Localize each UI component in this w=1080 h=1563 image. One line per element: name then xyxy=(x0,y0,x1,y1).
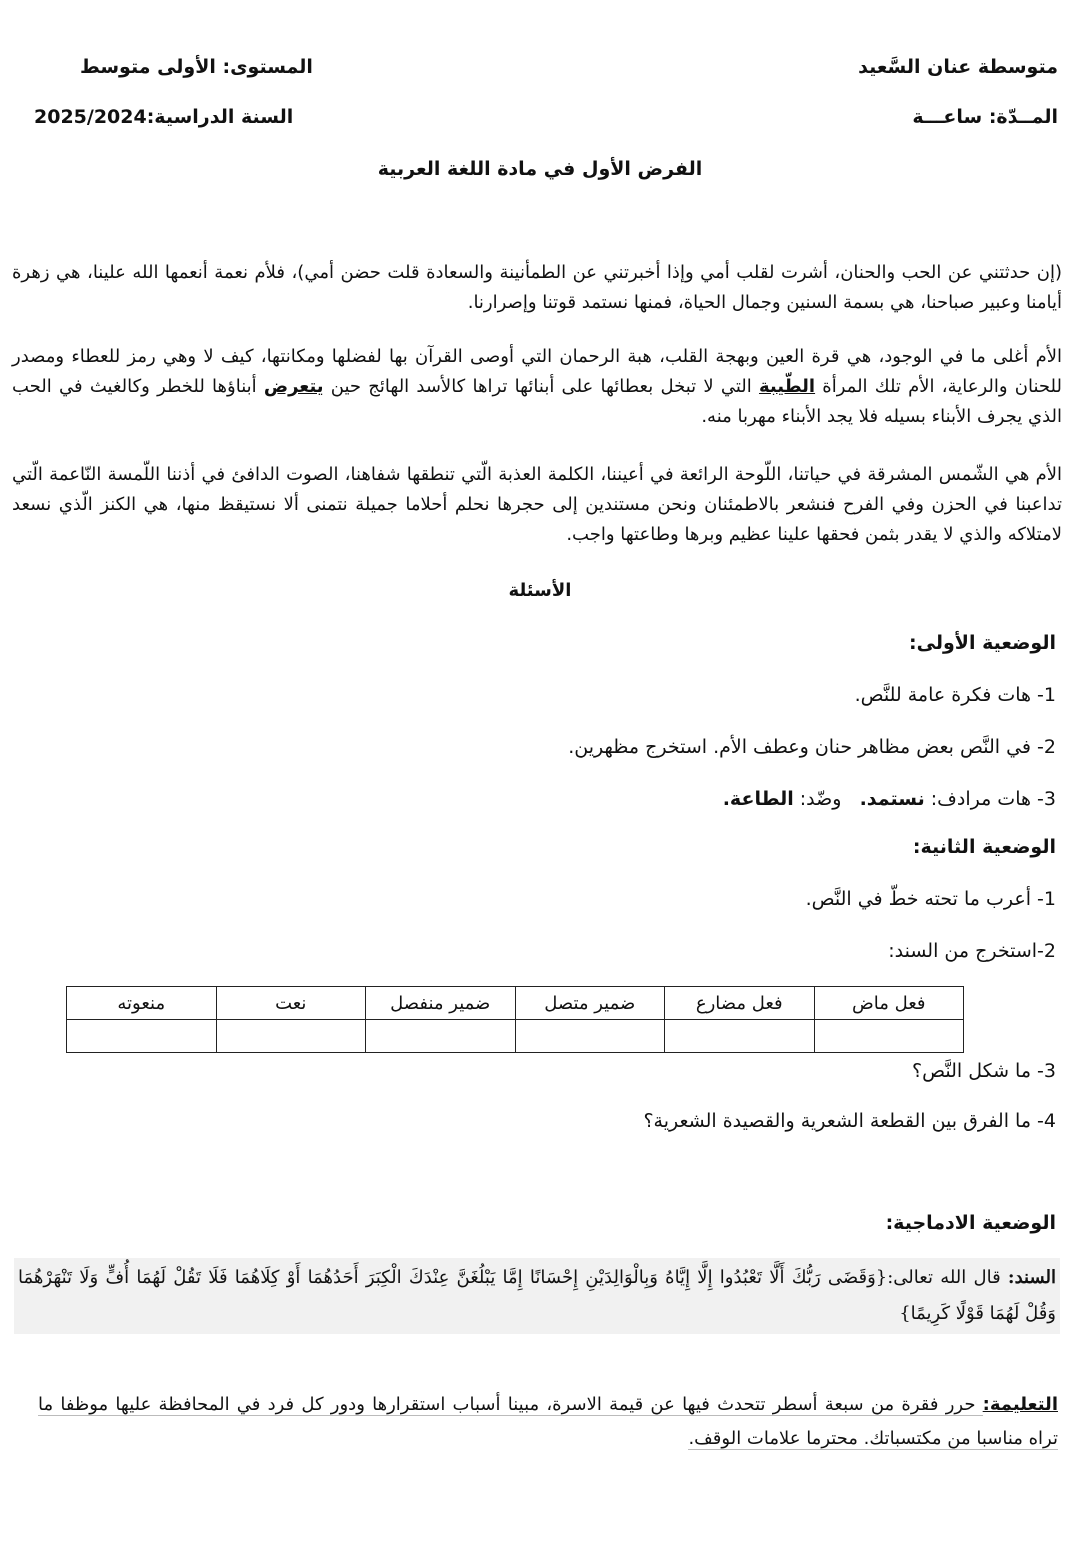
q3-prefix: 3- هات مرادف: xyxy=(924,788,1056,810)
section-1-question-1: 1- هات فكرة عامة للنَّص. xyxy=(854,684,1056,706)
instruction-label: التعليمة: xyxy=(982,1394,1058,1415)
table-answer-row xyxy=(67,1020,964,1053)
q3-middle: وضّد: xyxy=(793,788,860,810)
section-1-question-3 xyxy=(723,788,1056,810)
table-header-cell: منعوته xyxy=(67,987,217,1020)
section-2-question-2: 2-استخرج من السند: xyxy=(888,940,1056,962)
table-header-cell: فعل مضارع xyxy=(665,987,815,1020)
sanad-verse: قال الله تعالى:{وَقَضَى رَبُّكَ أَلَّا تَعْبُدُوا إِلَّا إِيَّاهُ وَبِالْوَالِدَيْنِ إِحْسَانًا إِمَّا يَبْلُغَنَّ عِنْدَكَ الْكِبَرَ أَحَدُهُمَا أَوْ كِلَاهُمَا فَلَا تَقُلْ لَهُمَا أُفٍّ وَلَا تَنْهَرْهُمَا وَقُلْ لَهُمَا قَوْلًا كَرِيمًا} xyxy=(18,1267,1056,1324)
table-answer-cell xyxy=(665,1020,815,1053)
table-answer-cell xyxy=(67,1020,217,1053)
school-name: متوسطة عنان السَّعيد xyxy=(858,56,1058,78)
text-paragraph-2 xyxy=(12,342,1062,432)
section-1-question-2: 2- في النَّص بعض مظاهر حنان وعطف الأم. استخرج مظهرين. xyxy=(568,736,1056,758)
q3-word-synonym: نستمد. xyxy=(859,788,925,810)
sanad-label: السند: xyxy=(1007,1267,1056,1288)
instruction-block xyxy=(38,1388,1058,1456)
table-header-cell: فعل ماض xyxy=(814,987,964,1020)
section-3-title: الوضعية الادماجية: xyxy=(885,1212,1056,1234)
table-answer-cell xyxy=(814,1020,964,1053)
level-label: المستوى: الأولى متوسط xyxy=(80,56,313,78)
extraction-table xyxy=(66,986,964,1053)
school-year: السنة الدراسية:2025/2024 xyxy=(34,106,294,128)
text-paragraph-1: (إن حدثتني عن الحب والحنان، أشرت لقلب أمي وإذا أخبرتني عن الطمأنينة والسعادة قلت حضن أمي)، فلأم نعمة أنعمها الله علينا، هي زهرة أيامنا وعبير صباحنا، هي بسمة السنين وجمال الحياة، فمنها نستمد قوتنا وإصرارنا. xyxy=(12,262,1062,313)
table-answer-cell xyxy=(515,1020,665,1053)
section-2-title: الوضعية الثانية: xyxy=(912,836,1056,858)
section-2-question-1: 1- أعرب ما تحته خطّ في النَّص. xyxy=(805,888,1056,910)
section-2-question-3: 3- ما شكل النَّص؟ xyxy=(912,1060,1056,1082)
table-header-cell: نعت xyxy=(216,987,366,1020)
sanad-quote-box xyxy=(14,1258,1060,1334)
text-paragraph-2-part-a: الأم أغلى ما في الوجود، هي قرة العين وبهجة القلب، هبة الرحمان التي أوصى القرآن بها لفضلها ومكانتها، كيف لا وهي رمز للعطاء ومصدر للحنان والرعاية، الأم تلك المرأة xyxy=(12,346,1062,397)
q3-word-antonym: الطاعة. xyxy=(722,788,794,810)
duration-label: المــدّة: ساعـــة xyxy=(912,106,1058,128)
text-paragraph-3: الأم هي الشّمس المشرقة في حياتنا، اللّوحة الرائعة في أعيننا، الكلمة العذبة الّتي تنطقها شفاهنا، الصوت الدافئ في أذننا اللّمسة النّاعمة الّتي تداعبنا في الحزن وفي الفرح فنشعر بالاطمئنان ونحن مستندين إلى حجرها نحلم أحلاما جميلة نتمنى ألا نستيقظ منها، هي الكنز الّذي نسعد لامتلاكه والذي لا يقدر بثمن فحقها علينا عظيم وبرها وطاعتها واجب. xyxy=(12,464,1062,545)
underlined-word-yataarrad: يتعرض xyxy=(263,376,324,397)
table-answer-cell xyxy=(216,1020,366,1053)
table-header-cell: ضمير منفصل xyxy=(366,987,516,1020)
text-paragraph-2-part-c: أبناؤها للخطر وكالغيث في الحب الذي يجرف الأبناء بسيله فلا يجد الأبناء مهربا منه. xyxy=(12,376,1062,427)
table-header-cell: ضمير متصل xyxy=(515,987,665,1020)
section-2-question-4: 4- ما الفرق بين القطعة الشعرية والقصيدة الشعرية؟ xyxy=(643,1110,1056,1132)
text-paragraph-2-part-b: التي لا تبخل بعطائها على أبنائها تراها كالأسد الهائج حين xyxy=(323,376,759,397)
section-1-title: الوضعية الأولى: xyxy=(909,632,1056,654)
table-answer-cell xyxy=(366,1020,516,1053)
underlined-word-tayyiba: الطّيبة xyxy=(759,376,816,397)
exam-title: الفرض الأول في مادة اللغة العربية xyxy=(377,158,703,180)
table-header-row xyxy=(67,987,964,1020)
instruction-text: حرر فقرة من سبعة أسطر تتحدث فيها عن قيمة الاسرة، مبينا أسباب استقرارها ودور كل فرد في المحافظة عليها موظفا ما تراه مناسبا من مكتسباتك. محترما علامات الوقف. xyxy=(38,1394,1058,1449)
questions-heading: الأسئلة xyxy=(508,580,572,601)
